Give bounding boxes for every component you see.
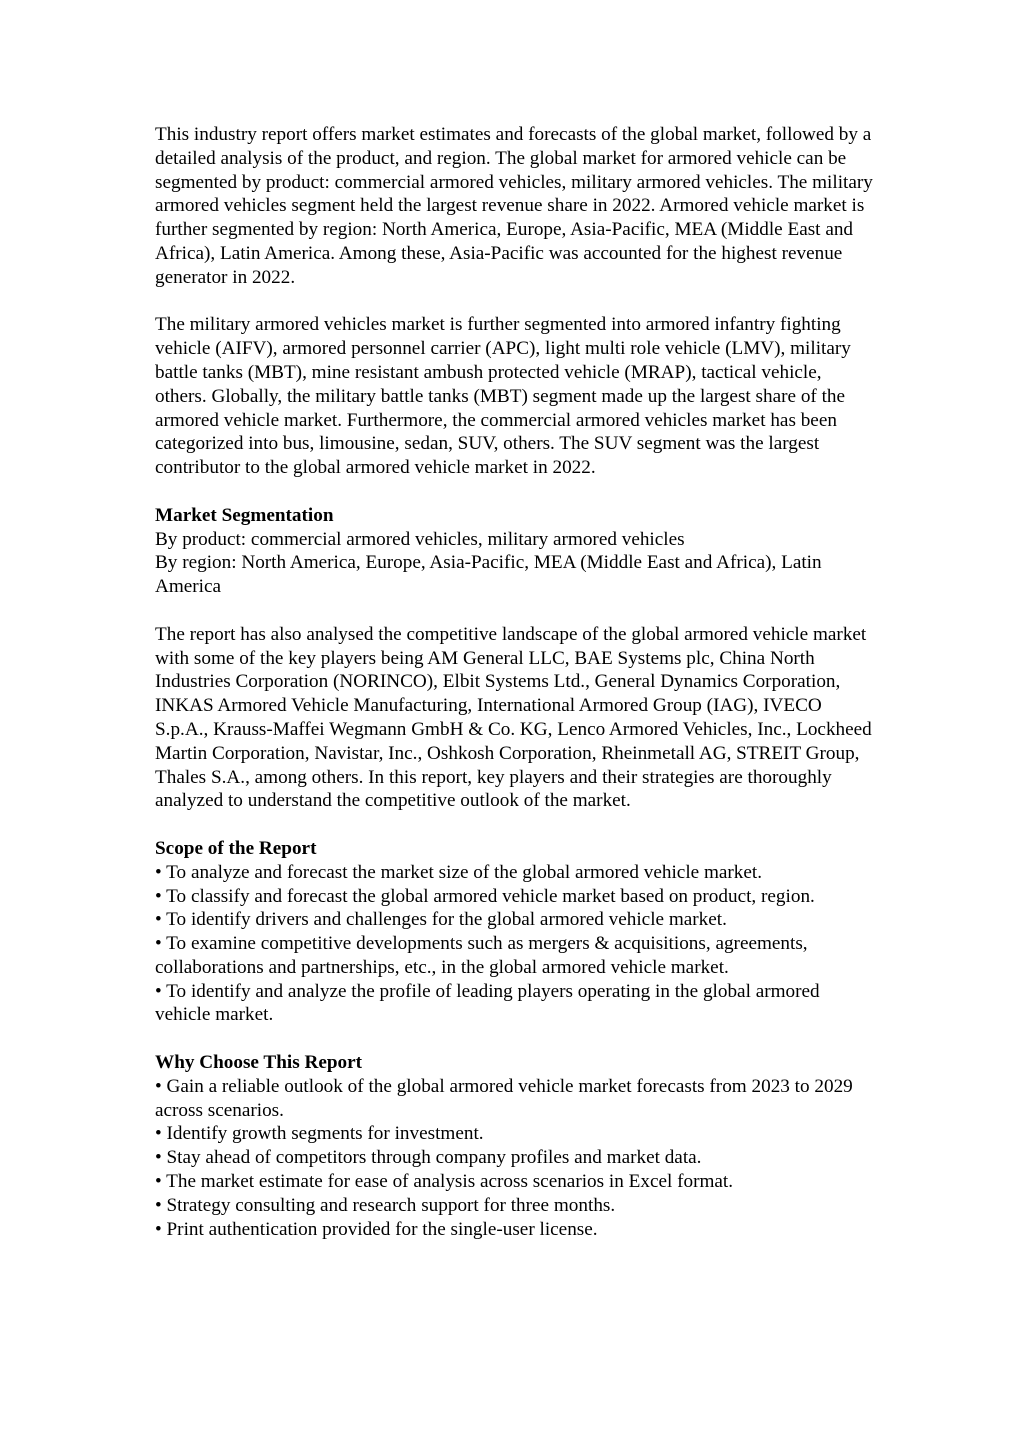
scope-item: • To examine competitive developments such as mergers & acquisitions, agreements, collaborations and partnerships, etc., in the global armored vehicle market.: [155, 933, 808, 978]
why-section: [155, 1051, 875, 1241]
scope-section: [155, 837, 875, 1027]
spacer: [155, 599, 875, 623]
intro-paragraph-1: This industry report offers market estimates and forecasts of the global market, followed by a detailed analysis of the product, and region. The global market for armored vehicle can be segmented by product: commercial armored vehicles, military armored vehicles. The military armored vehicles segment held the largest revenue share in 2022. Armored vehicle market is further segmented by region: North America, Europe, Asia-Pacific, MEA (Middle East and Africa), Latin America. Among these, Asia-Pacific was accounted for the highest revenue generator in 2022.: [155, 124, 873, 288]
why-item: • Identify growth segments for investment.: [155, 1123, 484, 1145]
scope-item: • To analyze and forecast the market size of the global armored vehicle market.: [155, 861, 763, 883]
segmentation-by-product: By product: commercial armored vehicles, military armored vehicles: [155, 528, 685, 550]
why-item: • Print authentication provided for the single-user license.: [155, 1218, 598, 1240]
why-item: • Gain a reliable outlook of the global armored vehicle market forecasts from 2023 to 2029 across scenarios.: [155, 1075, 853, 1121]
spacer: [155, 290, 875, 314]
why-heading: Why Choose This Report: [155, 1052, 363, 1074]
spacer: [155, 813, 875, 837]
scope-heading: Scope of the Report: [155, 837, 317, 859]
why-item: • The market estimate for ease of analysis across scenarios in Excel format.: [155, 1171, 734, 1193]
segmentation-heading: Market Segmentation: [155, 504, 334, 526]
competitive-paragraph: The report has also analysed the competitive landscape of the global armored vehicle market with some of the key players being AM General LLC, BAE Systems plc, China North Industries Corporation (NORINCO), Elbit Systems Ltd., General Dynamics Corporation, INKAS Armored Vehicle Manufacturing, International Armored Group (IAG), IVECO S.p.A., Krauss-Maffei Wegmann GmbH & Co. KG, Lenco Armored Vehicles, Inc., Lockheed Martin Corporation, Navistar, Inc., Oshkosh Corporation, Rheinmetall AG, STREIT Group, Thales S.A., among others. In this report, key players and their strategies are thoroughly analyzed to understand the competitive outlook of the market.: [155, 623, 872, 812]
segmentation-section: [155, 504, 875, 599]
why-item: • Stay ahead of competitors through company profiles and market data.: [155, 1147, 702, 1169]
scope-item: • To identify and analyze the profile of leading players operating in the global armored vehicle market.: [155, 980, 820, 1026]
scope-item: • To identify drivers and challenges for the global armored vehicle market.: [155, 909, 727, 931]
why-item: • Strategy consulting and research support for three months.: [155, 1194, 616, 1216]
spacer: [155, 480, 875, 504]
spacer: [155, 1027, 875, 1051]
report-document: [155, 123, 875, 1241]
intro-paragraph-2: The military armored vehicles market is further segmented into armored infantry fighting vehicle (AIFV), armored personnel carrier (APC), light multi role vehicle (LMV), military battle tanks (MBT), mine resistant ambush protected vehicle (MRAP), tactical vehicle, others. Globally, the military battle tanks (MBT) segment made up the largest share of the armored vehicle market. Furthermore, the commercial armored vehicles market has been categorized into bus, limousine, sedan, SUV, others. The SUV segment was the largest contributor to the global armored vehicle market in 2022.: [155, 314, 851, 479]
scope-item: • To classify and forecast the global armored vehicle market based on product, region.: [155, 885, 815, 907]
segmentation-by-region: By region: North America, Europe, Asia-Pacific, MEA (Middle East and Africa), Latin America: [155, 552, 822, 598]
